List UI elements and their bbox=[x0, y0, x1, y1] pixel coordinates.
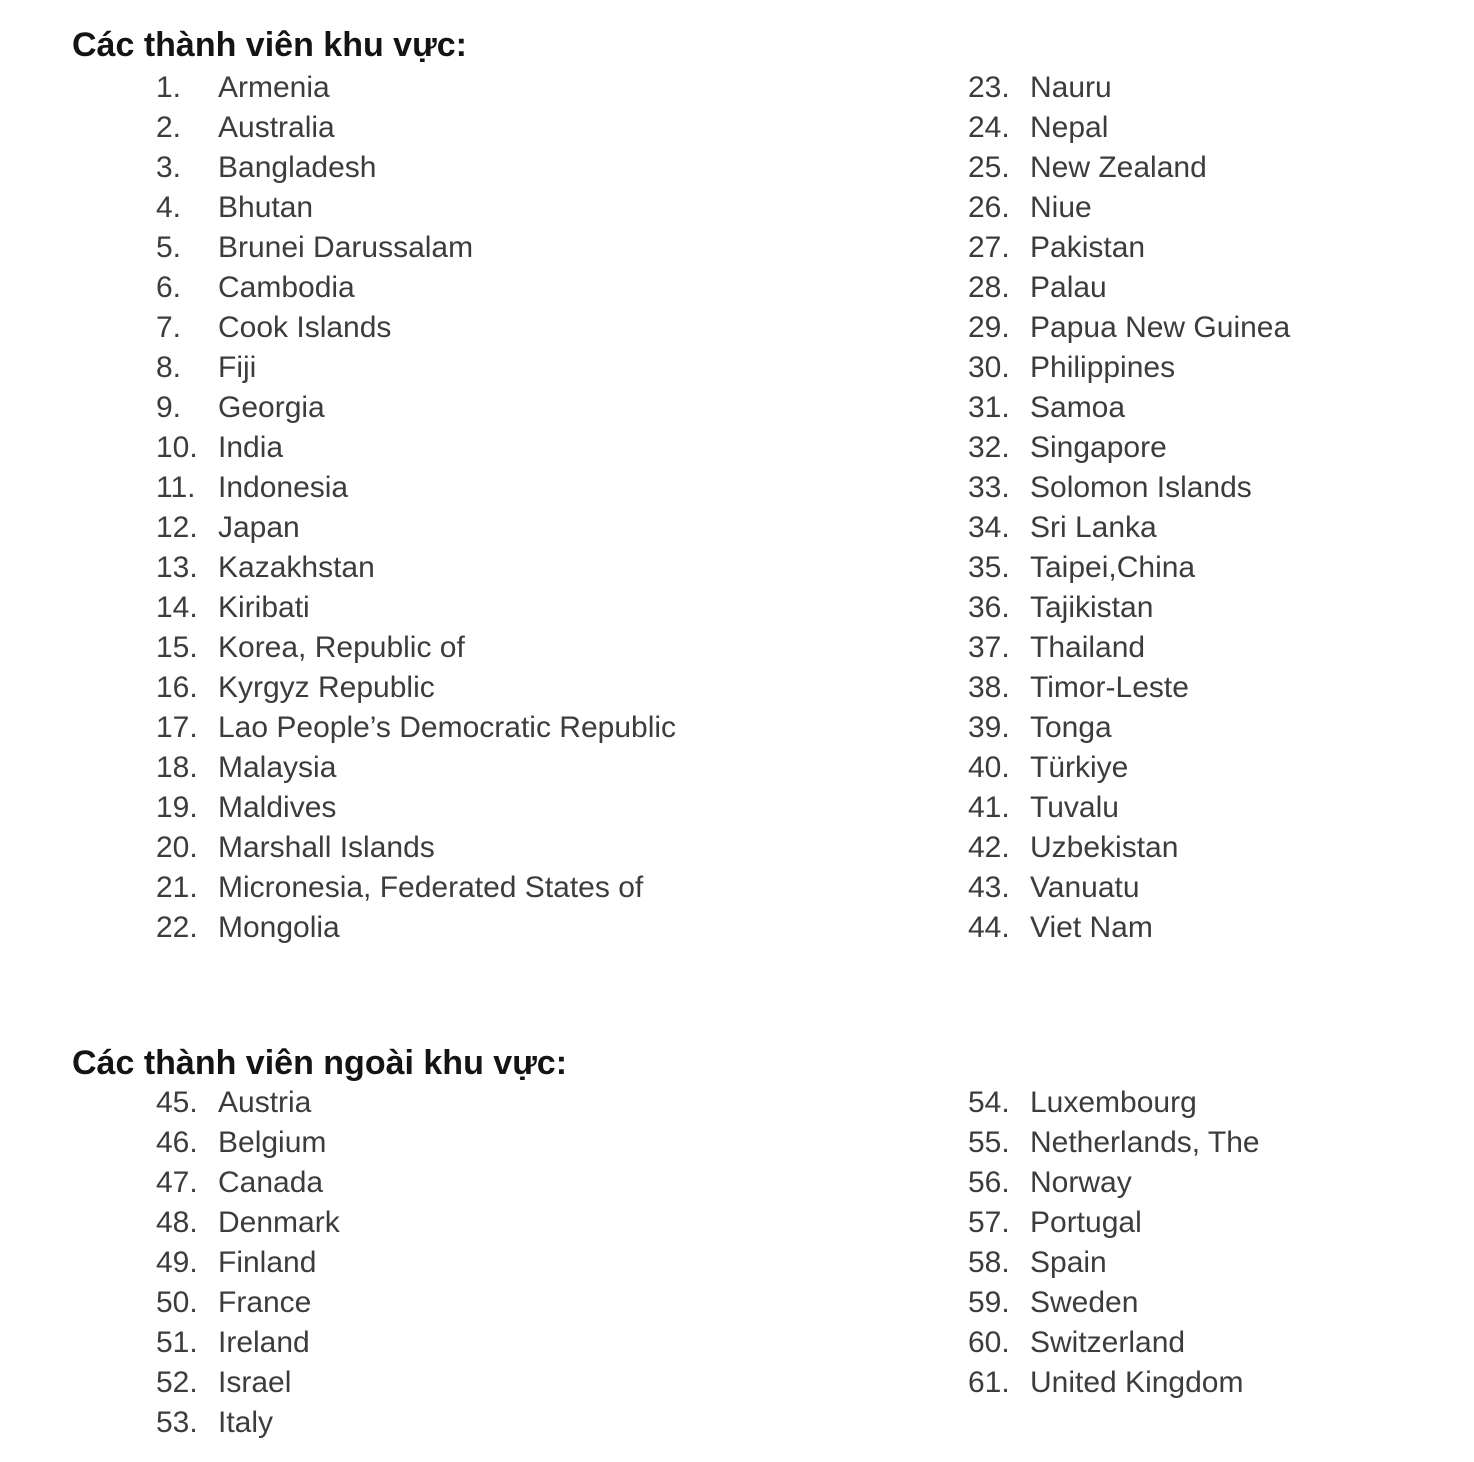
list-item-country: Thailand bbox=[1030, 631, 1146, 664]
list-item bbox=[968, 668, 1290, 708]
list-item bbox=[156, 908, 676, 948]
list-item-number: 43. bbox=[968, 871, 1010, 904]
list-item-country: Fiji bbox=[218, 351, 257, 384]
list-item-number: 22. bbox=[156, 911, 198, 944]
list-item-country: Cambodia bbox=[218, 271, 355, 304]
list-item-country: India bbox=[218, 431, 284, 464]
list-item-country: Viet Nam bbox=[1030, 911, 1153, 944]
list-item-country: Mongolia bbox=[218, 911, 340, 944]
list-item-number: 19. bbox=[156, 791, 198, 824]
list-item bbox=[968, 228, 1290, 268]
list-item-country: Georgia bbox=[218, 391, 325, 424]
list-item-country: Cook Islands bbox=[218, 311, 392, 344]
list-item-number: 31. bbox=[968, 391, 1010, 424]
list-item bbox=[156, 868, 676, 908]
list-item-country: Malaysia bbox=[218, 751, 337, 784]
list-item bbox=[968, 1163, 1260, 1203]
list-item bbox=[968, 1363, 1260, 1403]
list-item-country: Nepal bbox=[1030, 111, 1109, 144]
list-item-country: Philippines bbox=[1030, 351, 1176, 384]
list-item-number: 10. bbox=[156, 431, 198, 464]
list-item bbox=[968, 1283, 1260, 1323]
list-item-number: 53. bbox=[156, 1406, 198, 1439]
list-item bbox=[156, 388, 676, 428]
list-item bbox=[968, 188, 1290, 228]
list-item bbox=[968, 388, 1290, 428]
list-item bbox=[156, 508, 676, 548]
list-item-number: 9. bbox=[156, 391, 182, 424]
list-item bbox=[156, 628, 676, 668]
list-item bbox=[156, 828, 676, 868]
list-item-number: 44. bbox=[968, 911, 1010, 944]
list-item bbox=[156, 1083, 340, 1123]
list-item bbox=[156, 588, 676, 628]
list-item-country: Israel bbox=[218, 1366, 292, 1399]
list-item-number: 45. bbox=[156, 1086, 198, 1119]
list-item-number: 20. bbox=[156, 831, 198, 864]
list-item bbox=[968, 1123, 1260, 1163]
list-item-country: Australia bbox=[218, 111, 335, 144]
list-item bbox=[156, 188, 676, 228]
list-item bbox=[156, 1203, 340, 1243]
list-item bbox=[156, 1123, 340, 1163]
list-item-country: Singapore bbox=[1030, 431, 1167, 464]
list-item-country: Palau bbox=[1030, 271, 1107, 304]
list-item bbox=[968, 268, 1290, 308]
list-item bbox=[968, 108, 1290, 148]
list-item-country: Japan bbox=[218, 511, 300, 544]
list-item bbox=[156, 308, 676, 348]
list-item-number: 46. bbox=[156, 1126, 198, 1159]
list-item bbox=[968, 588, 1290, 628]
list-item-number: 13. bbox=[156, 551, 198, 584]
list-item-number: 55. bbox=[968, 1126, 1010, 1159]
list-item-country: Switzerland bbox=[1030, 1326, 1186, 1359]
list-item-number: 59. bbox=[968, 1286, 1010, 1319]
list-item bbox=[156, 148, 676, 188]
list-item-country: Denmark bbox=[218, 1206, 340, 1239]
list-item-number: 49. bbox=[156, 1246, 198, 1279]
list-item-country: Tonga bbox=[1030, 711, 1112, 744]
list-item bbox=[968, 908, 1290, 948]
list-item-country: Tajikistan bbox=[1030, 591, 1154, 624]
list-item-number: 6. bbox=[156, 271, 182, 304]
list-item-country: Vanuatu bbox=[1030, 871, 1140, 904]
list-item-country: Kiribati bbox=[218, 591, 310, 624]
list-item bbox=[968, 628, 1290, 668]
list-item-country: Taipei,China bbox=[1030, 551, 1196, 584]
list-item-number: 30. bbox=[968, 351, 1010, 384]
list-item-country: Samoa bbox=[1030, 391, 1126, 424]
list-item-number: 1. bbox=[156, 71, 182, 104]
list-item-number: 26. bbox=[968, 191, 1010, 224]
list-item-number: 60. bbox=[968, 1326, 1010, 1359]
list-item-number: 52. bbox=[156, 1366, 198, 1399]
regional-members-column-right bbox=[968, 68, 1290, 948]
list-item bbox=[968, 468, 1290, 508]
list-item-number: 37. bbox=[968, 631, 1010, 664]
list-item-country: Indonesia bbox=[218, 471, 349, 504]
list-item-country: Marshall Islands bbox=[218, 831, 435, 864]
list-item-number: 36. bbox=[968, 591, 1010, 624]
list-item-country: United Kingdom bbox=[1030, 1366, 1244, 1399]
list-item bbox=[156, 668, 676, 708]
list-item-number: 24. bbox=[968, 111, 1010, 144]
list-item-number: 42. bbox=[968, 831, 1010, 864]
list-item-number: 16. bbox=[156, 671, 198, 704]
list-item bbox=[156, 748, 676, 788]
list-item-country: New Zealand bbox=[1030, 151, 1207, 184]
list-item-number: 38. bbox=[968, 671, 1010, 704]
regional-members-heading: Các thành viên khu vực: bbox=[72, 26, 467, 64]
nonregional-members-column-right bbox=[968, 1083, 1260, 1403]
list-item-number: 21. bbox=[156, 871, 198, 904]
list-item-country: Tuvalu bbox=[1030, 791, 1119, 824]
list-item-country: Korea, Republic of bbox=[218, 631, 465, 664]
list-item bbox=[968, 308, 1290, 348]
list-item-number: 14. bbox=[156, 591, 198, 624]
list-item bbox=[156, 1403, 340, 1443]
list-item-country: Sweden bbox=[1030, 1286, 1139, 1319]
list-item-number: 34. bbox=[968, 511, 1010, 544]
list-item-country: Uzbekistan bbox=[1030, 831, 1179, 864]
list-item-number: 33. bbox=[968, 471, 1010, 504]
list-item-country: Ireland bbox=[218, 1326, 310, 1359]
list-item bbox=[156, 108, 676, 148]
list-item bbox=[156, 428, 676, 468]
list-item-country: Italy bbox=[218, 1406, 274, 1439]
list-item bbox=[156, 468, 676, 508]
list-item-number: 56. bbox=[968, 1166, 1010, 1199]
list-item-country: Norway bbox=[1030, 1166, 1132, 1199]
list-item-number: 54. bbox=[968, 1086, 1010, 1119]
list-item-country: Micronesia, Federated States of bbox=[218, 871, 644, 904]
list-item-country: Bhutan bbox=[218, 191, 314, 224]
list-item-country: Timor-Leste bbox=[1030, 671, 1189, 704]
list-item bbox=[968, 1243, 1260, 1283]
list-item-number: 48. bbox=[156, 1206, 198, 1239]
list-item-country: Nauru bbox=[1030, 71, 1112, 104]
list-item-number: 12. bbox=[156, 511, 198, 544]
list-item-number: 57. bbox=[968, 1206, 1010, 1239]
list-item-number: 39. bbox=[968, 711, 1010, 744]
list-item bbox=[968, 508, 1290, 548]
list-item-number: 3. bbox=[156, 151, 182, 184]
list-item-number: 40. bbox=[968, 751, 1010, 784]
list-item-number: 15. bbox=[156, 631, 198, 664]
list-item bbox=[968, 1083, 1260, 1123]
list-item-country: Austria bbox=[218, 1086, 312, 1119]
list-item-country: Armenia bbox=[218, 71, 330, 104]
list-item bbox=[156, 228, 676, 268]
list-item-number: 50. bbox=[156, 1286, 198, 1319]
list-item-number: 7. bbox=[156, 311, 182, 344]
list-item-country: Solomon Islands bbox=[1030, 471, 1252, 504]
list-item-number: 58. bbox=[968, 1246, 1010, 1279]
list-item bbox=[968, 428, 1290, 468]
nonregional-members-column-left bbox=[156, 1083, 340, 1443]
list-item-number: 29. bbox=[968, 311, 1010, 344]
list-item-number: 28. bbox=[968, 271, 1010, 304]
list-item-country: Pakistan bbox=[1030, 231, 1146, 264]
list-item-number: 8. bbox=[156, 351, 182, 384]
list-item bbox=[156, 708, 676, 748]
list-item bbox=[156, 1243, 340, 1283]
list-item bbox=[968, 348, 1290, 388]
list-item-country: Papua New Guinea bbox=[1030, 311, 1291, 344]
list-item bbox=[968, 748, 1290, 788]
list-item bbox=[156, 788, 676, 828]
list-item-number: 2. bbox=[156, 111, 182, 144]
list-item-country: Kyrgyz Republic bbox=[218, 671, 435, 704]
list-item-number: 61. bbox=[968, 1366, 1010, 1399]
list-item bbox=[156, 548, 676, 588]
list-item-country: Netherlands, The bbox=[1030, 1126, 1260, 1159]
list-item-country: Kazakhstan bbox=[218, 551, 375, 584]
list-item-number: 5. bbox=[156, 231, 182, 264]
list-item-country: Türkiye bbox=[1030, 751, 1129, 784]
nonregional-members-heading: Các thành viên ngoài khu vực: bbox=[72, 1044, 568, 1082]
list-item bbox=[156, 348, 676, 388]
list-item-country: Lao People’s Democratic Republic bbox=[218, 711, 677, 744]
list-item-country: Finland bbox=[218, 1246, 317, 1279]
list-item bbox=[968, 788, 1290, 828]
list-item bbox=[156, 1283, 340, 1323]
list-item bbox=[156, 1163, 340, 1203]
list-item-country: Canada bbox=[218, 1166, 324, 1199]
list-item bbox=[156, 268, 676, 308]
list-item-country: Belgium bbox=[218, 1126, 327, 1159]
list-item-number: 17. bbox=[156, 711, 198, 744]
list-item-number: 27. bbox=[968, 231, 1010, 264]
list-item-number: 47. bbox=[156, 1166, 198, 1199]
list-item bbox=[968, 828, 1290, 868]
list-item bbox=[968, 708, 1290, 748]
list-item-number: 18. bbox=[156, 751, 198, 784]
list-item-number: 4. bbox=[156, 191, 182, 224]
list-item-number: 51. bbox=[156, 1326, 198, 1359]
list-item-country: Brunei Darussalam bbox=[218, 231, 474, 264]
list-item-country: Luxembourg bbox=[1030, 1086, 1197, 1119]
list-item-country: France bbox=[218, 1286, 312, 1319]
list-item bbox=[968, 548, 1290, 588]
list-item-country: Sri Lanka bbox=[1030, 511, 1157, 544]
list-item bbox=[968, 148, 1290, 188]
regional-members-column-left bbox=[156, 68, 676, 948]
list-item-number: 25. bbox=[968, 151, 1010, 184]
list-item-country: Spain bbox=[1030, 1246, 1107, 1279]
list-item-country: Maldives bbox=[218, 791, 337, 824]
list-item-number: 23. bbox=[968, 71, 1010, 104]
list-item-country: Niue bbox=[1030, 191, 1092, 224]
list-item bbox=[968, 68, 1290, 108]
list-item-number: 41. bbox=[968, 791, 1010, 824]
list-item bbox=[968, 868, 1290, 908]
list-item bbox=[156, 68, 676, 108]
list-item bbox=[968, 1323, 1260, 1363]
list-item bbox=[968, 1203, 1260, 1243]
list-item bbox=[156, 1323, 340, 1363]
list-item-country: Bangladesh bbox=[218, 151, 377, 184]
list-item-country: Portugal bbox=[1030, 1206, 1142, 1239]
list-item bbox=[156, 1363, 340, 1403]
list-item-number: 11. bbox=[156, 471, 196, 504]
list-item-number: 35. bbox=[968, 551, 1010, 584]
list-item-number: 32. bbox=[968, 431, 1010, 464]
